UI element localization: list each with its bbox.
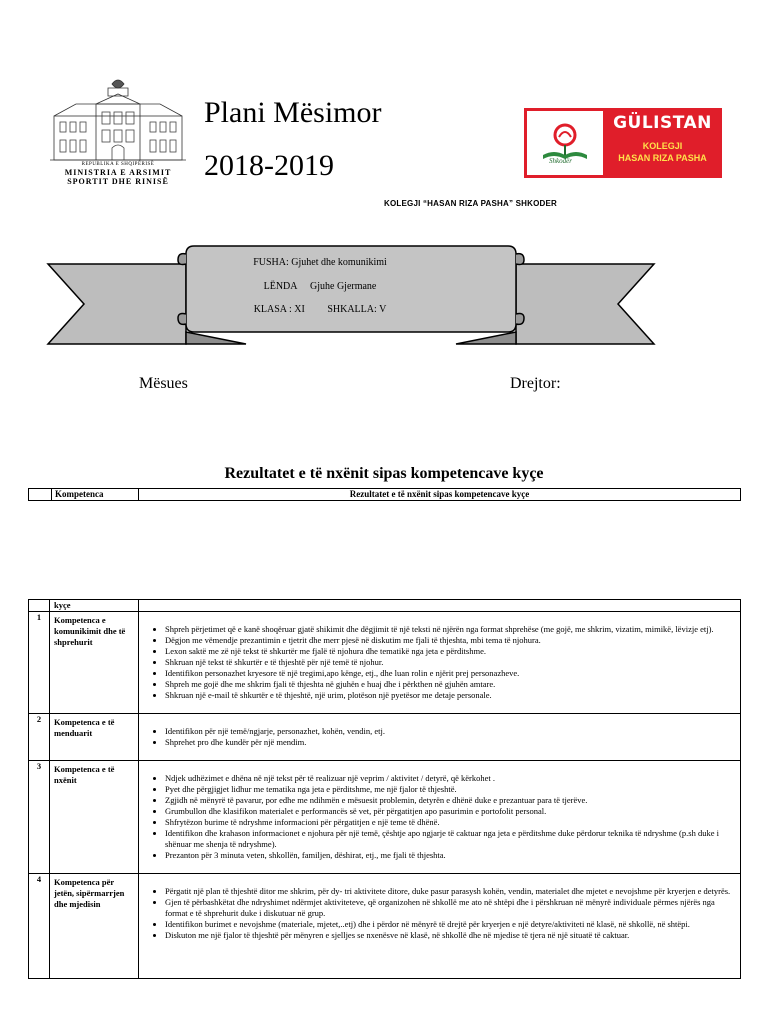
results-cell	[139, 612, 741, 714]
logo-brand: GÜLISTAN	[613, 113, 712, 133]
list-item: • Shkruan një tekst të shkurtër e të thjeshtë për një temë të njohur.	[165, 657, 732, 668]
continued-label: kyçe	[50, 600, 139, 612]
list-item: • Identifikon personazhet kryesore të një tregimi,apo kënge, etj., dhe luan rolin e njërit prej personazheve.	[165, 668, 732, 679]
banner-klasa: KLASA : XI	[253, 304, 305, 315]
table-cell-empty	[29, 489, 52, 501]
competence-name: Kompetenca e komunikimit dhe të shprehurit	[50, 612, 139, 714]
results-header-table	[28, 488, 741, 501]
ministry-country: REPUBLIKA E SHQIPËRISË	[81, 162, 155, 167]
table-row	[29, 874, 741, 979]
banner-shkalla: SHKALLA: V	[327, 304, 387, 315]
book-rose-icon	[529, 113, 601, 175]
banner-lenda-label: LËNDA	[263, 281, 298, 292]
logo-subtitle-1: KOLEGJI	[642, 141, 683, 151]
ministry-name-line-1: MINISTRIA E ARSIMIT	[64, 168, 172, 177]
table-row	[29, 600, 741, 612]
list-item: • Lexon saktë me zë një tekst të shkurtër me fjalë të njohura dhe tematikë nga jeta e përditshme.	[165, 646, 732, 657]
row-number: 2	[29, 714, 50, 761]
table-row	[29, 761, 741, 874]
list-item: • Shpreh përjetimet që e kanë shoqëruar gjatë shikimit dhe dëgjimit të një teksti në njërën nga format shprehëse (me gojë, me shkrim, vizatim, mimikë, lëvizje etj).	[165, 624, 732, 635]
results-table	[28, 599, 741, 979]
results-cell	[139, 714, 741, 761]
results-list	[139, 624, 732, 701]
results-section-title: Rezultatet e të nxënit sipas kompetencave kyçe	[224, 465, 544, 482]
banner-klasa-shkalla	[186, 304, 454, 315]
results-cell	[139, 761, 741, 874]
competence-name: Kompetenca e të menduarit	[50, 714, 139, 761]
list-item: • Shkruan një e-mail të shkurtër e të thjeshtë, një urim, plotëson një pyetësor me detaje personale.	[165, 690, 732, 701]
plan-title: Plani Mësimor	[204, 96, 382, 129]
list-item: • Ndjek udhëzimet e dhëna në një tekst për të realizuar një veprim / aktivitet / detyrë, që kërkohet .	[165, 773, 732, 784]
results-list	[139, 773, 732, 861]
plan-year: 2018-2019	[204, 149, 334, 182]
list-item: • Dëgjon me vëmendje prezantimin e tjetrit dhe merr pjesë në diskutim me fjali të thjeshta, mbi tema të njohura.	[165, 635, 732, 646]
list-item: • Identifikon burimet e nevojshme (materiale, mjetet,..etj) dhe i përdor në mënyrë të drejtë për kryerjen e një detyre/aktiviteti në klasë, në shkollë, në shtëpi.	[165, 919, 732, 930]
list-item: • Prezanton për 3 minuta veten, shkollën, familjen, dëshirat, etj., me fjali të thjeshta.	[165, 850, 732, 861]
list-item: • Gjen të përbashkëtat dhe ndryshimet ndërmjet aktiviteteve, që organizohen në shkollë me ato në shtëpi dhe i përshkruan në mënyrë individuale përmes njërës nga format e të shprehurit duke i diskutuar në grup.	[165, 897, 732, 919]
table-row	[29, 714, 741, 761]
list-item: • Diskuton me një fjalor të thjeshtë për mënyren e sjelljes se nxenësve në klasë, në shkollë dhe në mjedise të tjera në një situatë të caktuar.	[165, 930, 732, 941]
list-item: • Identifikon për një temë/ngjarje, personazhet, kohën, vendin, etj.	[165, 726, 732, 737]
banner-fusha: FUSHA: Gjuhet dhe komunikimi	[253, 257, 387, 268]
row-number: 3	[29, 761, 50, 874]
list-item: • Zgjidh në mënyrë të pavarur, por edhe me ndihmën e mësuesit problemin, detyrën e dhënë duke e prezantuar para të tjerëve.	[165, 795, 732, 806]
row-number: 4	[29, 874, 50, 979]
list-item: • Grumbullon dhe klasifikon materialet e performancës së vet, për përgatitjen apo pasurimin e portofolit personal.	[165, 806, 732, 817]
logo-red-panel	[603, 111, 722, 175]
list-item: • Pyet dhe përgjigjet lidhur me tematika nga jeta e përditshme, me një fjalor të thjeshtë.	[165, 784, 732, 795]
list-item: • Përgatit një plan të thjeshtë ditor me shkrim, për dy- tri aktivitete ditore, duke pasur parasysh kohën, vendin, materialet dhe mjetet e nevojshme për kryerjen e detyrës.	[165, 886, 732, 897]
header-competence: Kompetenca	[52, 489, 139, 501]
results-list	[139, 886, 732, 941]
gulistan-college-logo	[524, 108, 722, 178]
logo-subtitle-2: HASAN RIZA PASHA	[618, 153, 707, 163]
competence-name: Kompetenca për jetën, sipërmarrjen dhe mjedisin	[50, 874, 139, 979]
table-row	[29, 489, 741, 501]
header-results: Rezultatet e të nxënit sipas kompetencave kyçe	[139, 489, 741, 501]
list-item: • Shfrytëzon burime të ndryshme informacioni për përgatitjen e një teme të dhënë.	[165, 817, 732, 828]
list-item: • Identifikon dhe krahason informacionet e njohura për një temë, çështje apo ngjarje të caktuar nga jeta e përditshme duke përdorur teknika të ndryshme (p.sh duke i shënuar me shenja të ndryshme).	[165, 828, 732, 850]
teacher-signature-label: Mësues	[139, 375, 188, 392]
list-item: • Shprehet pro dhe kundër për një mendim.	[165, 737, 732, 748]
school-name: KOLEGJI “HASAN RIZA PASHA” SHKODER	[384, 199, 558, 208]
ministry-caption	[46, 162, 190, 186]
logo-city: Shkodër	[549, 157, 572, 165]
results-list	[139, 726, 732, 748]
director-signature-label: Drejtor:	[510, 375, 561, 392]
results-cell	[139, 874, 741, 979]
banner-lenda	[186, 281, 454, 292]
table-row	[29, 612, 741, 714]
ministry-name-line-2: SPORTIT DHE RINISË	[67, 177, 169, 186]
row-number: 1	[29, 612, 50, 714]
list-item: • Shpreh me gojë dhe me shkrim fjali të thjeshta në gjuhën e huaj dhe i përkthen në gjuhën amtare.	[165, 679, 732, 690]
competence-name: Kompetenca e të nxënit	[50, 761, 139, 874]
banner-lenda-value: Gjuhe Gjermane	[310, 281, 377, 292]
